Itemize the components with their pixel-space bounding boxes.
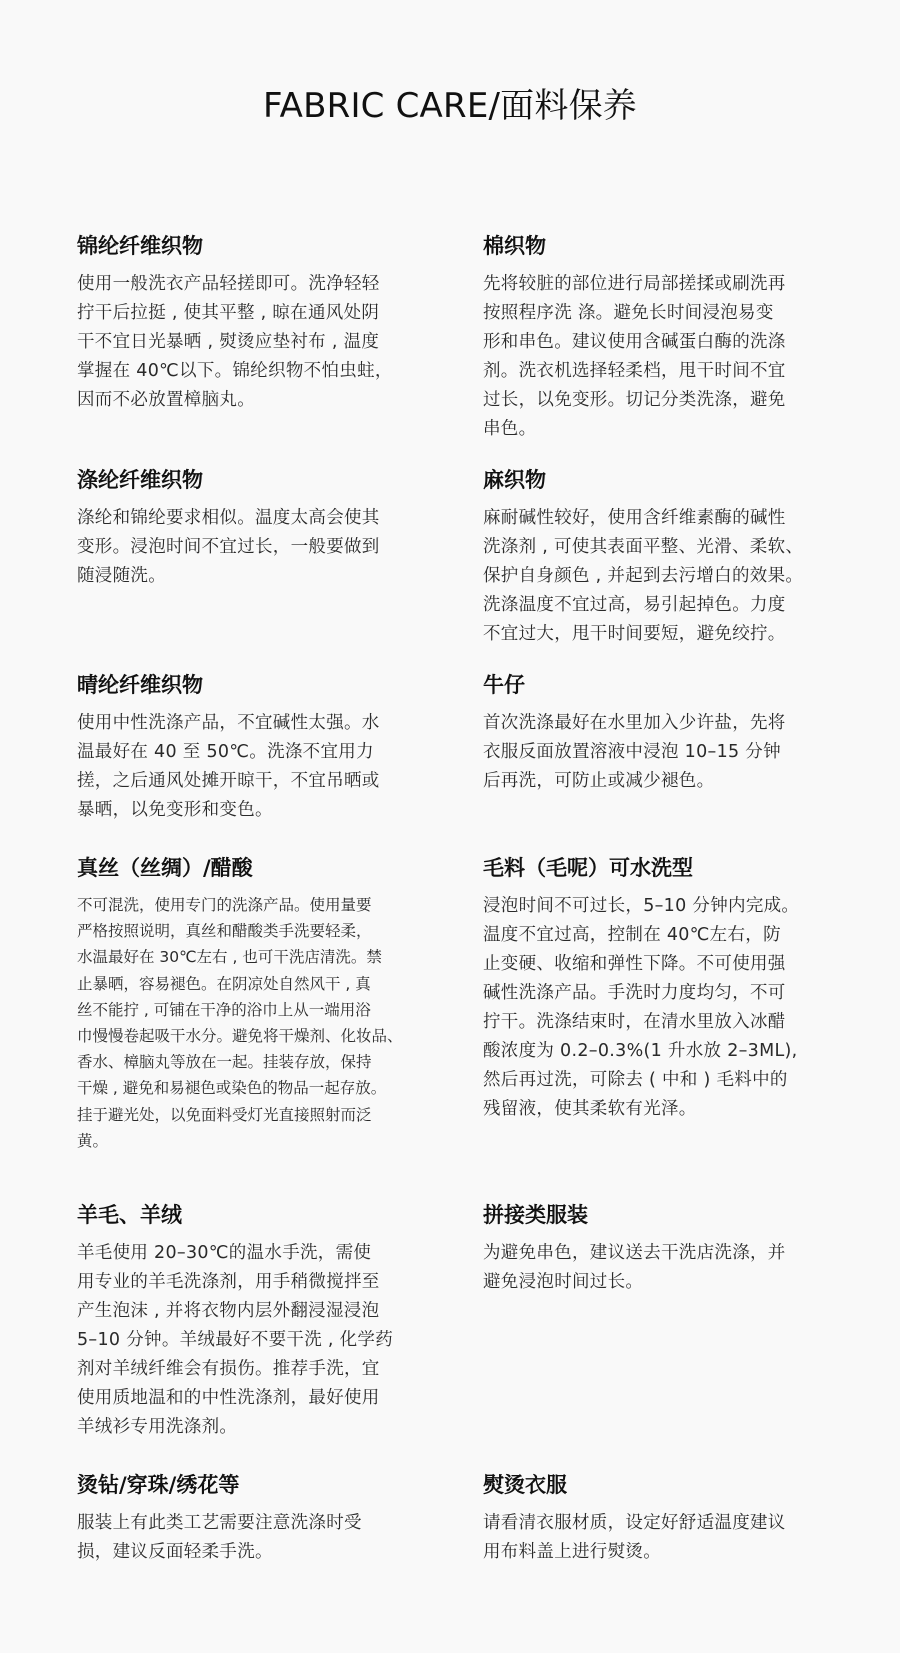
section-heading: 真丝（丝绸）/醋酸 [77,856,253,880]
care-section-silk [77,853,427,1154]
care-section-ironing [483,1470,833,1567]
section-heading: 烫钻/穿珠/绣花等 [77,1473,240,1497]
section-body: 为避免串色，建议送去干洗店洗涤，并 避免浸泡时间过长。 [483,1243,786,1292]
care-section-embellished [77,1470,427,1567]
section-body: 首次洗涤最好在水里加入少许盐，先将 衣服反面放置溶液中浸泡 10–15 分钟 后再洗，可防止或减少褪色。 [483,713,786,791]
section-body: 使用一般洗衣产品轻搓即可。洗净轻轻 拧干后拉挺 , 使其平整 , 晾在通风处阴 干不宜日光暴晒 , 熨烫应垫衬布 , 温度 掌握在 40℃以下。锦纶织物不怕虫蛀， 因而不必放置樟脑丸。 [77,274,393,410]
section-body: 不可混洗，使用专门的洗涤产品。使用量要 严格按照说明，真丝和醋酸类手洗要轻柔， 水温最好在 30℃左右 , 也可干洗店清洗。禁 止暴晒，容易褪色。在阴凉处自然风干 , 真 丝不能拧 , 可铺在干净的浴巾上从一端用浴 巾慢慢卷起吸干水分。避免将干燥剂、化妆品、 香水、樟脑丸等放在一起。挂装存放，保持 干燥 , 避免和易褪色或染色的物品一起存放。 挂于避光处，以免面料受灯光直接照射而泛 黄。 [77,896,403,1150]
section-heading: 拼接类服装 [483,1203,588,1227]
section-heading: 锦纶纤维织物 [77,234,203,258]
page-title: FABRIC CARE/面料保养 [263,86,637,126]
section-heading: 麻织物 [483,468,546,492]
section-heading: 棉织物 [483,234,546,258]
section-body: 服装上有此类工艺需要注意洗涤时受 损，建议反面轻柔手洗。 [77,1513,362,1562]
section-heading: 毛料（毛呢）可水洗型 [483,856,693,880]
section-body: 先将较脏的部位进行局部搓揉或刷洗再 按照程序洗 涤。避免长时间浸泡易变 形和串色。建议使用含碱蛋白酶的洗涤 剂。洗衣机选择轻柔档，甩干时间不宜 过长，以免变形。切记分类洗涤，避免 串色。 [483,274,786,439]
care-section-wool-fabric [483,853,833,1124]
section-heading: 牛仔 [483,673,525,697]
section-body: 麻耐碱性较好，使用含纤维素酶的碱性 洗涤剂 , 可使其表面平整、光滑、柔软、 保护自身颜色 , 并起到去污增白的效果。 洗涤温度不宜过高，易引起掉色。力度 不宜过大，甩干时间要短，避免绞拧。 [483,508,804,644]
care-section-nylon [77,231,427,415]
section-body: 浸泡时间不可过长，5–10 分钟内完成。 温度不宜过高，控制在 40℃左右，防 止变硬、收缩和弹性下降。不可使用强 碱性洗涤产品。手洗时力度均匀，不可 拧干。洗涤结束时，在清水里放入冰醋 酸浓度为 0.2–0.3%(1 升水放 2–3ML), 然后再过洗，可除去 ( 中和 ) 毛料中的 残留液，使其柔软有光泽。 [483,896,800,1119]
section-body: 涤纶和锦纶要求相似。温度太高会使其 变形。浸泡时间不宜过长，一般要做到 随浸随洗。 [77,508,380,586]
care-section-wool-cashmere [77,1200,427,1442]
section-heading: 晴纶纤维织物 [77,673,203,697]
care-section-cotton [483,231,833,444]
care-section-patchwork [483,1200,833,1297]
care-section-acrylic [77,670,427,825]
section-body: 请看清衣服材质，设定好舒适温度建议 用布料盖上进行熨烫。 [483,1513,786,1562]
care-section-denim [483,670,833,796]
section-heading: 熨烫衣服 [483,1473,567,1497]
care-section-polyester [77,465,427,591]
section-heading: 涤纶纤维织物 [77,468,203,492]
care-section-linen [483,465,833,649]
section-body: 羊毛使用 20–30℃的温水手洗，需使 用专业的羊毛洗涤剂，用手稍微搅拌至 产生泡沫 , 并将衣物内层外翻浸湿浸泡 5–10 分钟。羊绒最好不要干洗 , 化学药 剂对羊绒纤维会有损伤。推荐手洗，宜 使用质地温和的中性洗涤剂，最好使用 羊绒衫专用洗涤剂。 [77,1243,394,1437]
section-heading: 羊毛、羊绒 [77,1203,182,1227]
section-body: 使用中性洗涤产品，不宜碱性太强。水 温最好在 40 至 50℃。洗涤不宜用力 搓，之后通风处摊开晾干，不宜吊晒或 暴晒，以免变形和变色。 [77,713,380,820]
